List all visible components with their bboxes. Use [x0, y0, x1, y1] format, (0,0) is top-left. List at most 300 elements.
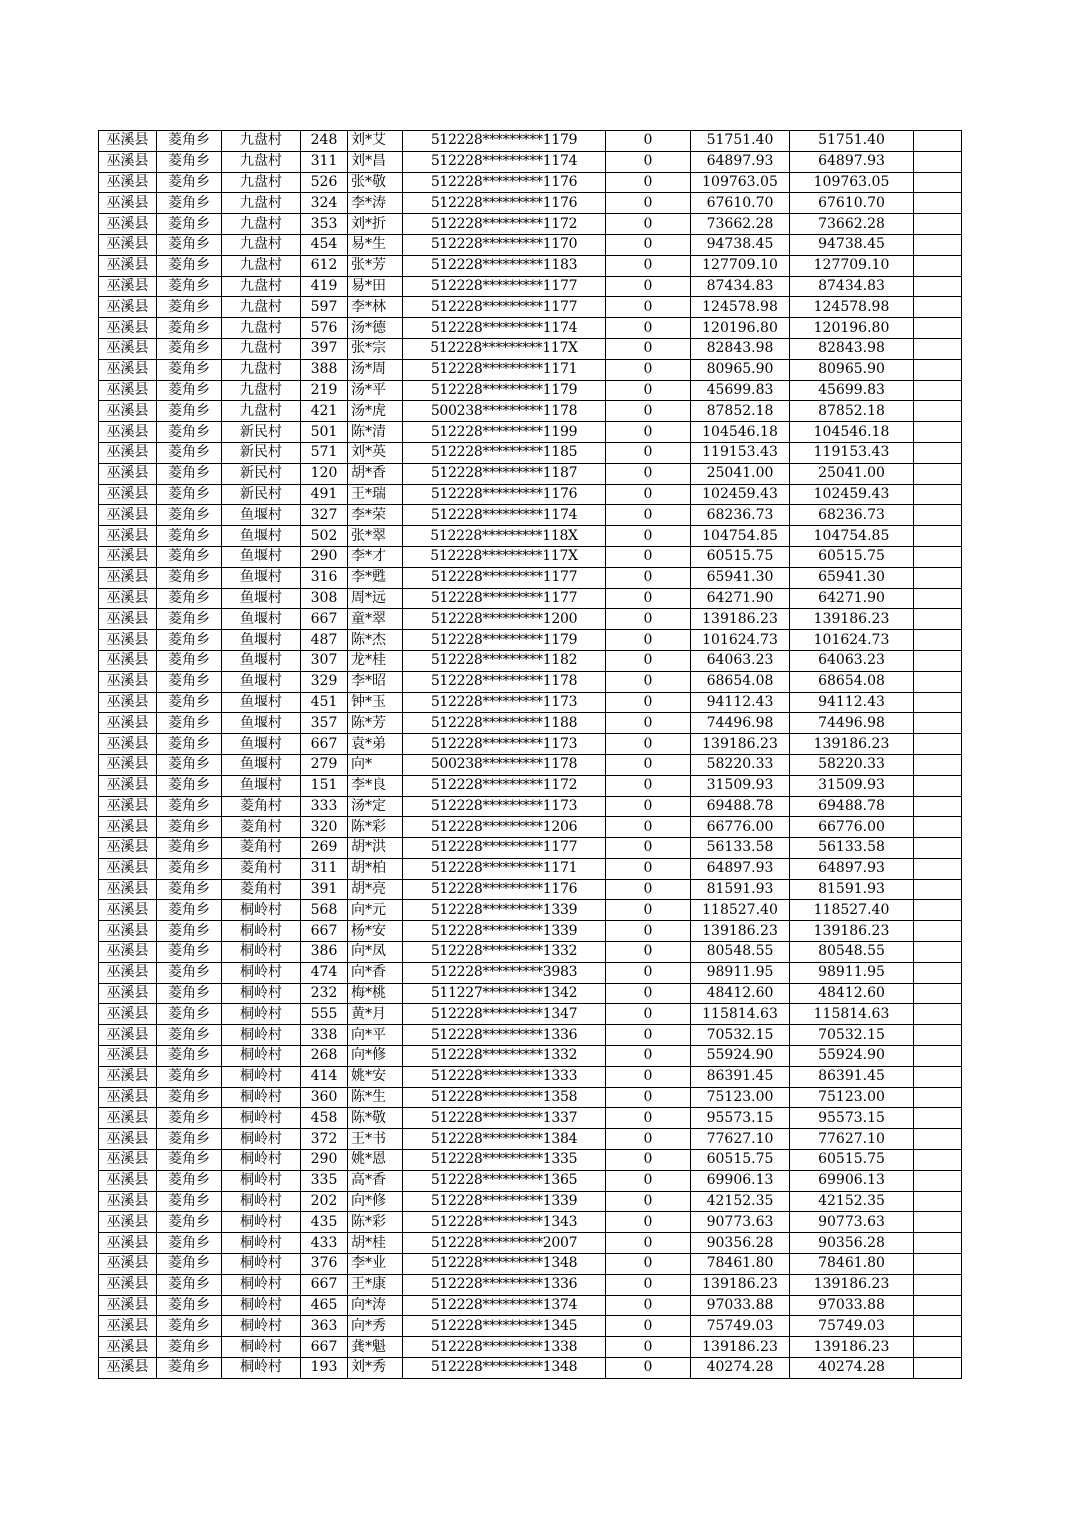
village-cell: 桐岭村	[222, 1150, 301, 1171]
id-cell: 512228*********1187	[403, 463, 606, 484]
township-cell: 菱角乡	[157, 297, 222, 318]
total-cell: 139186.23	[790, 734, 914, 755]
count-cell: 202	[301, 1191, 348, 1212]
count-cell: 454	[301, 234, 348, 255]
count-cell: 568	[301, 900, 348, 921]
village-cell: 九盘村	[222, 131, 301, 152]
township-cell: 菱角乡	[157, 359, 222, 380]
remark-cell	[914, 1129, 962, 1150]
village-cell: 鱼堰村	[222, 609, 301, 630]
name-cell: 高*香	[348, 1170, 403, 1191]
zero-cell: 0	[606, 1295, 691, 1316]
remark-cell	[914, 193, 962, 214]
zero-cell: 0	[606, 276, 691, 297]
amount-cell: 64271.90	[691, 588, 790, 609]
township-cell: 菱角乡	[157, 962, 222, 983]
total-cell: 55924.90	[790, 1046, 914, 1067]
remark-cell	[914, 650, 962, 671]
township-cell: 菱角乡	[157, 1295, 222, 1316]
remark-cell	[914, 1108, 962, 1129]
total-cell: 69906.13	[790, 1170, 914, 1191]
table-row	[99, 588, 962, 609]
count-cell: 279	[301, 754, 348, 775]
count-cell: 316	[301, 567, 348, 588]
table-row	[99, 338, 962, 359]
name-cell: 李*涛	[348, 193, 403, 214]
count-cell: 290	[301, 1150, 348, 1171]
id-cell: 512228*********1179	[403, 131, 606, 152]
total-cell: 60515.75	[790, 1150, 914, 1171]
count-cell: 290	[301, 546, 348, 567]
id-cell: 512228*********1339	[403, 1191, 606, 1212]
county-cell: 巫溪县	[99, 505, 157, 526]
remark-cell	[914, 1254, 962, 1275]
count-cell: 353	[301, 214, 348, 235]
name-cell: 向*元	[348, 900, 403, 921]
total-cell: 45699.83	[790, 380, 914, 401]
township-cell: 菱角乡	[157, 754, 222, 775]
count-cell: 320	[301, 817, 348, 838]
county-cell: 巫溪县	[99, 817, 157, 838]
total-cell: 97033.88	[790, 1295, 914, 1316]
id-cell: 512228*********1173	[403, 734, 606, 755]
zero-cell: 0	[606, 588, 691, 609]
count-cell: 667	[301, 1337, 348, 1358]
township-cell: 菱角乡	[157, 546, 222, 567]
name-cell: 周*远	[348, 588, 403, 609]
count-cell: 193	[301, 1358, 348, 1379]
township-cell: 菱角乡	[157, 276, 222, 297]
total-cell: 101624.73	[790, 630, 914, 651]
total-cell: 64271.90	[790, 588, 914, 609]
id-cell: 512228*********1332	[403, 1046, 606, 1067]
table-row	[99, 214, 962, 235]
count-cell: 338	[301, 1025, 348, 1046]
zero-cell: 0	[606, 1150, 691, 1171]
count-cell: 376	[301, 1254, 348, 1275]
village-cell: 鱼堰村	[222, 630, 301, 651]
name-cell: 汤*周	[348, 359, 403, 380]
zero-cell: 0	[606, 962, 691, 983]
zero-cell: 0	[606, 796, 691, 817]
amount-cell: 69488.78	[691, 796, 790, 817]
zero-cell: 0	[606, 567, 691, 588]
remark-cell	[914, 276, 962, 297]
county-cell: 巫溪县	[99, 921, 157, 942]
name-cell: 刘*艾	[348, 131, 403, 152]
village-cell: 桐岭村	[222, 1233, 301, 1254]
count-cell: 232	[301, 983, 348, 1004]
id-cell: 512228*********1170	[403, 234, 606, 255]
count-cell: 151	[301, 775, 348, 796]
table-row	[99, 754, 962, 775]
amount-cell: 102459.43	[691, 484, 790, 505]
zero-cell: 0	[606, 214, 691, 235]
name-cell: 刘*秀	[348, 1358, 403, 1379]
township-cell: 菱角乡	[157, 671, 222, 692]
name-cell: 向*香	[348, 962, 403, 983]
remark-cell	[914, 817, 962, 838]
village-cell: 鱼堰村	[222, 713, 301, 734]
zero-cell: 0	[606, 1254, 691, 1275]
count-cell: 502	[301, 526, 348, 547]
zero-cell: 0	[606, 650, 691, 671]
total-cell: 68236.73	[790, 505, 914, 526]
total-cell: 70532.15	[790, 1025, 914, 1046]
total-cell: 119153.43	[790, 442, 914, 463]
township-cell: 菱角乡	[157, 879, 222, 900]
village-cell: 鱼堰村	[222, 526, 301, 547]
zero-cell: 0	[606, 484, 691, 505]
remark-cell	[914, 1316, 962, 1337]
total-cell: 82843.98	[790, 338, 914, 359]
count-cell: 526	[301, 172, 348, 193]
zero-cell: 0	[606, 193, 691, 214]
county-cell: 巫溪县	[99, 1295, 157, 1316]
total-cell: 118527.40	[790, 900, 914, 921]
township-cell: 菱角乡	[157, 401, 222, 422]
remark-cell	[914, 838, 962, 859]
count-cell: 311	[301, 151, 348, 172]
name-cell: 向*修	[348, 1046, 403, 1067]
amount-cell: 95573.15	[691, 1108, 790, 1129]
table-row	[99, 318, 962, 339]
remark-cell	[914, 297, 962, 318]
village-cell: 九盘村	[222, 214, 301, 235]
count-cell: 667	[301, 734, 348, 755]
amount-cell: 25041.00	[691, 463, 790, 484]
village-cell: 九盘村	[222, 172, 301, 193]
total-cell: 67610.70	[790, 193, 914, 214]
remark-cell	[914, 546, 962, 567]
remark-cell	[914, 1004, 962, 1025]
township-cell: 菱角乡	[157, 588, 222, 609]
zero-cell: 0	[606, 1087, 691, 1108]
zero-cell: 0	[606, 1233, 691, 1254]
table-row	[99, 900, 962, 921]
total-cell: 74496.98	[790, 713, 914, 734]
id-cell: 512228*********1336	[403, 1025, 606, 1046]
total-cell: 69488.78	[790, 796, 914, 817]
remark-cell	[914, 567, 962, 588]
village-cell: 九盘村	[222, 151, 301, 172]
remark-cell	[914, 1358, 962, 1379]
village-cell: 鱼堰村	[222, 650, 301, 671]
table-row	[99, 567, 962, 588]
township-cell: 菱角乡	[157, 1066, 222, 1087]
table-row	[99, 734, 962, 755]
county-cell: 巫溪县	[99, 1025, 157, 1046]
amount-cell: 70532.15	[691, 1025, 790, 1046]
county-cell: 巫溪县	[99, 422, 157, 443]
table-row	[99, 1170, 962, 1191]
amount-cell: 68236.73	[691, 505, 790, 526]
zero-cell: 0	[606, 401, 691, 422]
township-cell: 菱角乡	[157, 1129, 222, 1150]
township-cell: 菱角乡	[157, 1150, 222, 1171]
total-cell: 139186.23	[790, 1274, 914, 1295]
remark-cell	[914, 401, 962, 422]
id-cell: 512228*********1200	[403, 609, 606, 630]
county-cell: 巫溪县	[99, 650, 157, 671]
zero-cell: 0	[606, 297, 691, 318]
id-cell: 512228*********1176	[403, 879, 606, 900]
county-cell: 巫溪县	[99, 1046, 157, 1067]
village-cell: 新民村	[222, 442, 301, 463]
village-cell: 九盘村	[222, 234, 301, 255]
total-cell: 75123.00	[790, 1087, 914, 1108]
name-cell: 张*翠	[348, 526, 403, 547]
county-cell: 巫溪县	[99, 1004, 157, 1025]
township-cell: 菱角乡	[157, 463, 222, 484]
remark-cell	[914, 172, 962, 193]
remark-cell	[914, 151, 962, 172]
name-cell: 向*	[348, 754, 403, 775]
id-cell: 512228*********1177	[403, 567, 606, 588]
village-cell: 桐岭村	[222, 1295, 301, 1316]
remark-cell	[914, 713, 962, 734]
remark-cell	[914, 1295, 962, 1316]
id-cell: 512228*********1336	[403, 1274, 606, 1295]
id-cell: 512228*********1332	[403, 942, 606, 963]
total-cell: 60515.75	[790, 546, 914, 567]
village-cell: 鱼堰村	[222, 546, 301, 567]
total-cell: 115814.63	[790, 1004, 914, 1025]
zero-cell: 0	[606, 609, 691, 630]
amount-cell: 124578.98	[691, 297, 790, 318]
name-cell: 梅*桃	[348, 983, 403, 1004]
county-cell: 巫溪县	[99, 734, 157, 755]
count-cell: 491	[301, 484, 348, 505]
table-row	[99, 131, 962, 152]
amount-cell: 87434.83	[691, 276, 790, 297]
township-cell: 菱角乡	[157, 1191, 222, 1212]
total-cell: 139186.23	[790, 609, 914, 630]
count-cell: 333	[301, 796, 348, 817]
zero-cell: 0	[606, 671, 691, 692]
id-cell: 512228*********1188	[403, 713, 606, 734]
id-cell: 512228*********118X	[403, 526, 606, 547]
township-cell: 菱角乡	[157, 442, 222, 463]
name-cell: 李*甦	[348, 567, 403, 588]
table-row	[99, 983, 962, 1004]
amount-cell: 127709.10	[691, 255, 790, 276]
table-row	[99, 838, 962, 859]
count-cell: 667	[301, 921, 348, 942]
remark-cell	[914, 630, 962, 651]
zero-cell: 0	[606, 359, 691, 380]
count-cell: 667	[301, 1274, 348, 1295]
township-cell: 菱角乡	[157, 526, 222, 547]
name-cell: 胡*亮	[348, 879, 403, 900]
name-cell: 陈*芳	[348, 713, 403, 734]
remark-cell	[914, 983, 962, 1004]
county-cell: 巫溪县	[99, 1212, 157, 1233]
village-cell: 鱼堰村	[222, 754, 301, 775]
zero-cell: 0	[606, 692, 691, 713]
zero-cell: 0	[606, 1337, 691, 1358]
township-cell: 菱角乡	[157, 1046, 222, 1067]
name-cell: 向*秀	[348, 1316, 403, 1337]
township-cell: 菱角乡	[157, 484, 222, 505]
zero-cell: 0	[606, 1025, 691, 1046]
name-cell: 汤*定	[348, 796, 403, 817]
zero-cell: 0	[606, 900, 691, 921]
total-cell: 64063.23	[790, 650, 914, 671]
village-cell: 桐岭村	[222, 1025, 301, 1046]
zero-cell: 0	[606, 172, 691, 193]
total-cell: 124578.98	[790, 297, 914, 318]
name-cell: 张*芳	[348, 255, 403, 276]
remark-cell	[914, 463, 962, 484]
total-cell: 139186.23	[790, 921, 914, 942]
remark-cell	[914, 1274, 962, 1295]
township-cell: 菱角乡	[157, 775, 222, 796]
remark-cell	[914, 1337, 962, 1358]
table-row	[99, 1129, 962, 1150]
zero-cell: 0	[606, 1274, 691, 1295]
name-cell: 李*才	[348, 546, 403, 567]
count-cell: 397	[301, 338, 348, 359]
table-row	[99, 1316, 962, 1337]
remark-cell	[914, 609, 962, 630]
zero-cell: 0	[606, 422, 691, 443]
table-row	[99, 879, 962, 900]
name-cell: 胡*洪	[348, 838, 403, 859]
amount-cell: 45699.83	[691, 380, 790, 401]
amount-cell: 101624.73	[691, 630, 790, 651]
name-cell: 向*修	[348, 1191, 403, 1212]
zero-cell: 0	[606, 526, 691, 547]
village-cell: 桐岭村	[222, 1316, 301, 1337]
village-cell: 九盘村	[222, 276, 301, 297]
township-cell: 菱角乡	[157, 983, 222, 1004]
count-cell: 414	[301, 1066, 348, 1087]
table-row	[99, 1358, 962, 1379]
village-cell: 桐岭村	[222, 1358, 301, 1379]
zero-cell: 0	[606, 318, 691, 339]
total-cell: 139186.23	[790, 1337, 914, 1358]
county-cell: 巫溪县	[99, 1170, 157, 1191]
township-cell: 菱角乡	[157, 1337, 222, 1358]
village-cell: 桐岭村	[222, 1046, 301, 1067]
count-cell: 433	[301, 1233, 348, 1254]
count-cell: 219	[301, 380, 348, 401]
township-cell: 菱角乡	[157, 422, 222, 443]
count-cell: 597	[301, 297, 348, 318]
total-cell: 104754.85	[790, 526, 914, 547]
total-cell: 51751.40	[790, 131, 914, 152]
count-cell: 451	[301, 692, 348, 713]
count-cell: 465	[301, 1295, 348, 1316]
county-cell: 巫溪县	[99, 484, 157, 505]
county-cell: 巫溪县	[99, 359, 157, 380]
total-cell: 127709.10	[790, 255, 914, 276]
village-cell: 桐岭村	[222, 1087, 301, 1108]
amount-cell: 139186.23	[691, 921, 790, 942]
name-cell: 童*翠	[348, 609, 403, 630]
county-cell: 巫溪县	[99, 983, 157, 1004]
id-cell: 512228*********1339	[403, 900, 606, 921]
id-cell: 512228*********1174	[403, 505, 606, 526]
amount-cell: 64897.93	[691, 858, 790, 879]
village-cell: 鱼堰村	[222, 692, 301, 713]
county-cell: 巫溪县	[99, 796, 157, 817]
remark-cell	[914, 318, 962, 339]
table-row	[99, 401, 962, 422]
amount-cell: 118527.40	[691, 900, 790, 921]
zero-cell: 0	[606, 546, 691, 567]
county-cell: 巫溪县	[99, 713, 157, 734]
name-cell: 汤*德	[348, 318, 403, 339]
township-cell: 菱角乡	[157, 796, 222, 817]
id-cell: 500238*********1178	[403, 401, 606, 422]
village-cell: 菱角村	[222, 817, 301, 838]
county-cell: 巫溪县	[99, 1108, 157, 1129]
township-cell: 菱角乡	[157, 713, 222, 734]
table-row	[99, 609, 962, 630]
amount-cell: 73662.28	[691, 214, 790, 235]
name-cell: 钟*玉	[348, 692, 403, 713]
id-cell: 512228*********1173	[403, 692, 606, 713]
name-cell: 张*敬	[348, 172, 403, 193]
table-row	[99, 817, 962, 838]
remark-cell	[914, 942, 962, 963]
township-cell: 菱角乡	[157, 650, 222, 671]
village-cell: 菱角村	[222, 858, 301, 879]
count-cell: 419	[301, 276, 348, 297]
township-cell: 菱角乡	[157, 1212, 222, 1233]
table-row	[99, 650, 962, 671]
table-row	[99, 255, 962, 276]
name-cell: 姚*安	[348, 1066, 403, 1087]
amount-cell: 81591.93	[691, 879, 790, 900]
township-cell: 菱角乡	[157, 1233, 222, 1254]
amount-cell: 139186.23	[691, 1337, 790, 1358]
amount-cell: 82843.98	[691, 338, 790, 359]
county-cell: 巫溪县	[99, 338, 157, 359]
village-cell: 桐岭村	[222, 1066, 301, 1087]
county-cell: 巫溪县	[99, 942, 157, 963]
name-cell: 胡*柏	[348, 858, 403, 879]
county-cell: 巫溪县	[99, 234, 157, 255]
amount-cell: 115814.63	[691, 1004, 790, 1025]
remark-cell	[914, 796, 962, 817]
id-cell: 512228*********1173	[403, 796, 606, 817]
county-cell: 巫溪县	[99, 172, 157, 193]
zero-cell: 0	[606, 754, 691, 775]
name-cell: 张*宗	[348, 338, 403, 359]
zero-cell: 0	[606, 1212, 691, 1233]
name-cell: 李*昭	[348, 671, 403, 692]
amount-cell: 31509.93	[691, 775, 790, 796]
county-cell: 巫溪县	[99, 526, 157, 547]
id-cell: 512228*********1374	[403, 1295, 606, 1316]
township-cell: 菱角乡	[157, 609, 222, 630]
zero-cell: 0	[606, 1066, 691, 1087]
name-cell: 陈*生	[348, 1087, 403, 1108]
name-cell: 陈*彩	[348, 817, 403, 838]
county-cell: 巫溪县	[99, 1358, 157, 1379]
remark-cell	[914, 1212, 962, 1233]
remark-cell	[914, 1170, 962, 1191]
village-cell: 桐岭村	[222, 1254, 301, 1275]
total-cell: 66776.00	[790, 817, 914, 838]
id-cell: 512228*********1177	[403, 838, 606, 859]
township-cell: 菱角乡	[157, 921, 222, 942]
name-cell: 刘*英	[348, 442, 403, 463]
id-cell: 512228*********1339	[403, 921, 606, 942]
